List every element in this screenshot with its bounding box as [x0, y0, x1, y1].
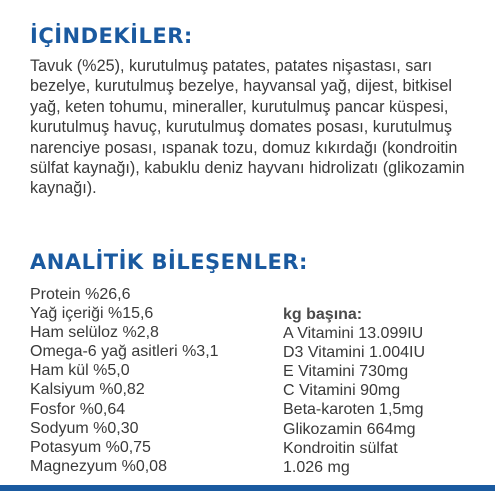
analytic-item: Fosfor %0,64 [30, 400, 126, 418]
per-kg-item: E Vitamini 730mg [283, 363, 409, 381]
per-kg-item: Glikozamin 664mg [283, 420, 416, 438]
analytic-item: Ham selüloz %2,8 [30, 324, 159, 342]
per-kg-heading: kg başına: [283, 306, 363, 323]
analytic-item: Potasyum %0,75 [30, 438, 151, 456]
analytic-item: Protein %26,6 [30, 286, 131, 303]
analytic-item: Kalsiyum %0,82 [30, 381, 145, 399]
ingredients-heading: İÇİNDEKİLER: [30, 24, 193, 48]
per-kg-item: Kondroitin sülfat [283, 439, 398, 457]
analytic-list [30, 285, 219, 476]
per-kg-item: A Vitamini 13.099IU [283, 325, 424, 343]
analytic-item: Omega-6 yağ asitleri %3,1 [30, 343, 219, 361]
analytic-item: Sodyum %0,30 [30, 419, 139, 437]
analytic-item: Ham kül %5,0 [30, 362, 130, 380]
per-kg-item: Beta-karoten 1,5mg [283, 401, 424, 419]
per-kg-item: 1.026 mg [283, 458, 350, 476]
bottom-accent-bar [0, 485, 495, 491]
per-kg-list [283, 305, 425, 477]
analytic-components-heading: ANALİTİK BİLEŞENLER: [30, 250, 308, 274]
analytic-item: Magnezyum %0,08 [30, 457, 167, 475]
ingredients-text: Tavuk (%25), kurutulmuş patates, patates nişastası, sarı bezelye, kurutulmuş bezelye, hayvansal yağ, dijest, bitkisel yağ, keten tohumu, mineraller, kurutulmuş pancar küspesi, kurutulmuş havuç, kurutulmuş domates posası, kurutulmuş narenciye posası, ıspanak tozu, domuz kıkırdağı (kondroitin sülfat kaynağı), kabuklu deniz hayvanı hidrolizatı (glikozamin kaynağı). [30, 57, 465, 198]
per-kg-item: D3 Vitamini 1.004IU [283, 344, 425, 362]
analytic-item: Yağ içeriği %15,6 [30, 305, 154, 323]
per-kg-item: C Vitamini 90mg [283, 382, 401, 400]
